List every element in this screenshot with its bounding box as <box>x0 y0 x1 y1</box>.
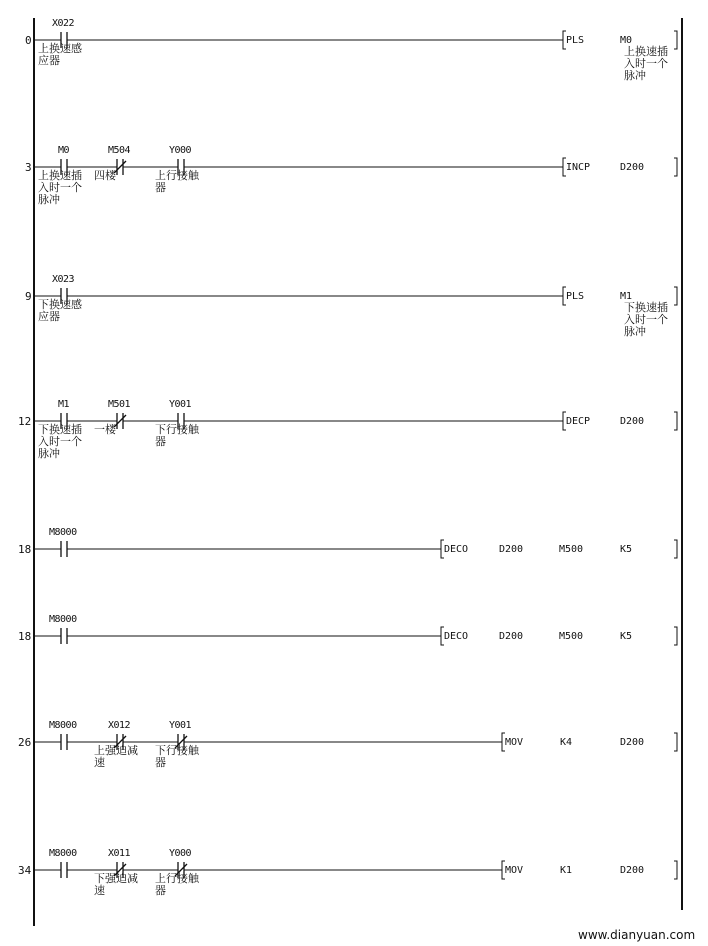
rungs-group <box>18 18 677 897</box>
instruction-comment: 入时一个 <box>624 313 668 326</box>
contact-device-label: Y001 <box>169 720 192 731</box>
contact-comment: 下强迫减 <box>94 872 138 885</box>
instruction-operand: D200 <box>620 162 645 173</box>
instruction-close-bracket <box>674 31 677 49</box>
contact-device-label: Y000 <box>169 848 192 859</box>
instruction-operand: M500 <box>559 544 584 555</box>
contact-device-label: M8000 <box>49 848 77 859</box>
contact-comment: 速 <box>94 756 105 769</box>
contact-comment: 脉冲 <box>38 193 60 206</box>
instruction-operand: D200 <box>620 865 645 876</box>
contact-comment: 入时一个 <box>38 181 82 194</box>
instruction-op: INCP <box>566 162 591 173</box>
contact-device-label: Y000 <box>169 145 192 156</box>
instruction-close-bracket <box>674 540 677 558</box>
contact-comment: 上强迫减 <box>94 744 138 757</box>
contact-comment: 器 <box>155 435 166 448</box>
instruction-op: MOV <box>505 865 524 876</box>
instruction-op: DECO <box>444 631 469 642</box>
instruction-operand: D200 <box>620 416 645 427</box>
contact-comment: 下换速感 <box>38 298 82 311</box>
instruction-op: PLS <box>566 291 585 302</box>
instruction-close-bracket <box>674 158 677 176</box>
contact-comment: 四楼 <box>94 169 116 182</box>
contact-comment: 脉冲 <box>38 447 60 460</box>
instruction-operand: M500 <box>559 631 584 642</box>
step-number: 18 <box>18 543 32 556</box>
contact-device-label: X011 <box>108 848 131 859</box>
step-number: 18 <box>18 630 32 643</box>
instruction-close-bracket <box>674 861 677 879</box>
contact-device-label: X022 <box>52 18 75 29</box>
instruction-comment: 脉冲 <box>624 325 646 338</box>
instruction-operand: K1 <box>560 865 573 876</box>
instruction-comment: 上换速插 <box>624 45 668 58</box>
instruction-operand: K5 <box>620 631 633 642</box>
contact-device-label: M501 <box>108 399 131 410</box>
contact-comment: 上换速插 <box>38 169 82 182</box>
contact-device-label: M8000 <box>49 614 77 625</box>
instruction-operand: D200 <box>620 737 645 748</box>
contact-comment: 速 <box>94 884 105 897</box>
contact-comment: 下换速插 <box>38 423 82 436</box>
instruction-close-bracket <box>674 733 677 751</box>
instruction-close-bracket <box>674 412 677 430</box>
instruction-operand: K4 <box>560 737 573 748</box>
step-number: 34 <box>18 864 32 877</box>
contact-comment: 器 <box>155 181 166 194</box>
step-number: 26 <box>18 736 32 749</box>
instruction-operand: K5 <box>620 544 633 555</box>
instruction-op: DECO <box>444 544 469 555</box>
instruction-operand: D200 <box>499 631 524 642</box>
contact-device-label: X023 <box>52 274 75 285</box>
instruction-close-bracket <box>674 287 677 305</box>
contact-comment: 器 <box>155 884 166 897</box>
contact-comment: 应器 <box>38 54 60 67</box>
contact-comment: 器 <box>155 756 166 769</box>
contact-comment: 下行接触 <box>155 423 199 436</box>
contact-comment: 上行接触 <box>155 169 199 182</box>
instruction-op: MOV <box>505 737 524 748</box>
instruction-op: DECP <box>566 416 591 427</box>
contact-comment: 入时一个 <box>38 435 82 448</box>
contact-comment: 应器 <box>38 310 60 323</box>
contact-device-label: M8000 <box>49 527 77 538</box>
contact-device-label: M8000 <box>49 720 77 731</box>
step-number: 3 <box>25 161 32 174</box>
contact-device-label: X012 <box>108 720 131 731</box>
instruction-operand: M0 <box>620 35 633 46</box>
instruction-comment: 入时一个 <box>624 57 668 70</box>
instruction-comment: 脉冲 <box>624 69 646 82</box>
contact-device-label: M0 <box>58 145 70 156</box>
instruction-close-bracket <box>674 627 677 645</box>
contact-comment: 下行接触 <box>155 744 199 757</box>
step-number: 9 <box>25 290 32 303</box>
instruction-comment: 下换速插 <box>624 301 668 314</box>
contact-device-label: Y001 <box>169 399 192 410</box>
contact-comment: 上行接触 <box>155 872 199 885</box>
contact-device-label: M1 <box>58 399 70 410</box>
contact-comment: 上换速感 <box>38 42 82 55</box>
contact-device-label: M504 <box>108 145 131 156</box>
step-number: 12 <box>18 415 32 428</box>
contact-comment: 一楼 <box>94 423 116 436</box>
instruction-op: PLS <box>566 35 585 46</box>
step-number: 0 <box>25 34 32 47</box>
instruction-operand: D200 <box>499 544 524 555</box>
watermark-text: www.dianyuan.com <box>578 928 696 942</box>
instruction-operand: M1 <box>620 291 633 302</box>
